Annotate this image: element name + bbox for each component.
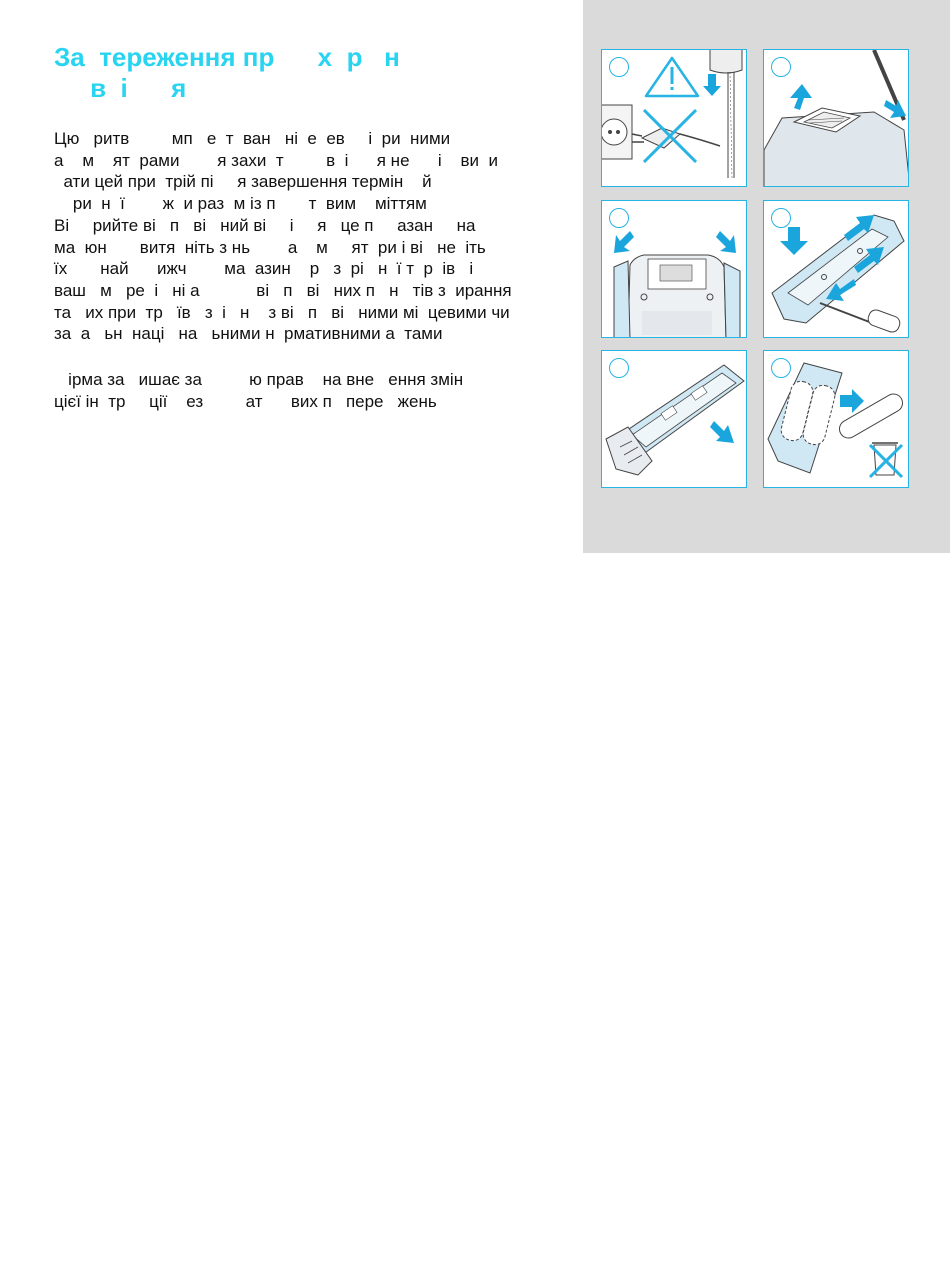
title-line-2: в і я xyxy=(54,73,187,103)
right-arrow-icon xyxy=(840,389,864,413)
remove-shaver-head-figure xyxy=(763,49,909,187)
paragraph-1-line: ваш м ре і ні а ві п ві них п н тів з ирання xyxy=(54,280,512,300)
warning-triangle-icon xyxy=(646,58,698,96)
screwdriver-icon xyxy=(820,303,902,334)
up-arrow-icon xyxy=(790,84,812,110)
dispose-battery-figure xyxy=(763,350,909,488)
paragraph-1-line: ри н ї ж и раз м із п т вим міттям xyxy=(54,194,427,214)
unplug-warning-figure xyxy=(601,49,747,187)
right-arrow-icon xyxy=(716,231,736,253)
shaver-body-icon xyxy=(764,50,909,187)
paragraph-2-line: цієї ін тр ції ез ат вих п пере жень xyxy=(54,391,437,411)
down-arrow-icon xyxy=(780,227,808,255)
down-arrow-icon xyxy=(703,74,721,96)
socket-icon xyxy=(602,105,632,159)
title-line-1: За тереження пр х р н xyxy=(54,42,400,72)
paragraph-2-line: ірма за ишає за ю прав на вне ення змін xyxy=(54,370,464,390)
paragraph-1-line: їх най ижч ма азин р з рі н ї т р ів і xyxy=(54,259,474,279)
unscrew-figure xyxy=(763,200,909,338)
paragraph-1-line: за а ьн наці на ьними н рмативними а тами xyxy=(54,324,443,344)
body-text xyxy=(54,128,564,412)
left-arrow-icon xyxy=(614,231,634,253)
paragraph-1-line: ма юн витя ніть з нь а м ят ри і ві не іть xyxy=(54,237,486,257)
crossed-bin-icon xyxy=(870,443,902,477)
paragraph-1-line: а м ят рами я захи т в і я не і ви и xyxy=(54,150,499,170)
paragraph-1-line: Ві рийте ві п ві ний ві і я це п азан на xyxy=(54,215,476,235)
paragraph-gap xyxy=(54,345,564,369)
paragraph-1-line: ати цей при трій пі я завершення термін й xyxy=(54,172,432,192)
circuit-board-icon xyxy=(606,365,744,475)
shaver-icon xyxy=(710,50,742,178)
down-right-arrow-icon xyxy=(710,421,734,443)
paragraph-1-line: та их при тр їв з і н з ві п ві ними мі цевими чи xyxy=(54,302,510,322)
open-housing-figure xyxy=(601,200,747,338)
paragraph-1-line: Цю ритв мп е т ван ні е ев і ри ними xyxy=(54,129,451,148)
battery-holder-icon xyxy=(768,363,842,473)
page-title xyxy=(54,42,554,104)
remove-pcb-figure xyxy=(601,350,747,488)
shaver-housing-icon xyxy=(614,255,740,338)
